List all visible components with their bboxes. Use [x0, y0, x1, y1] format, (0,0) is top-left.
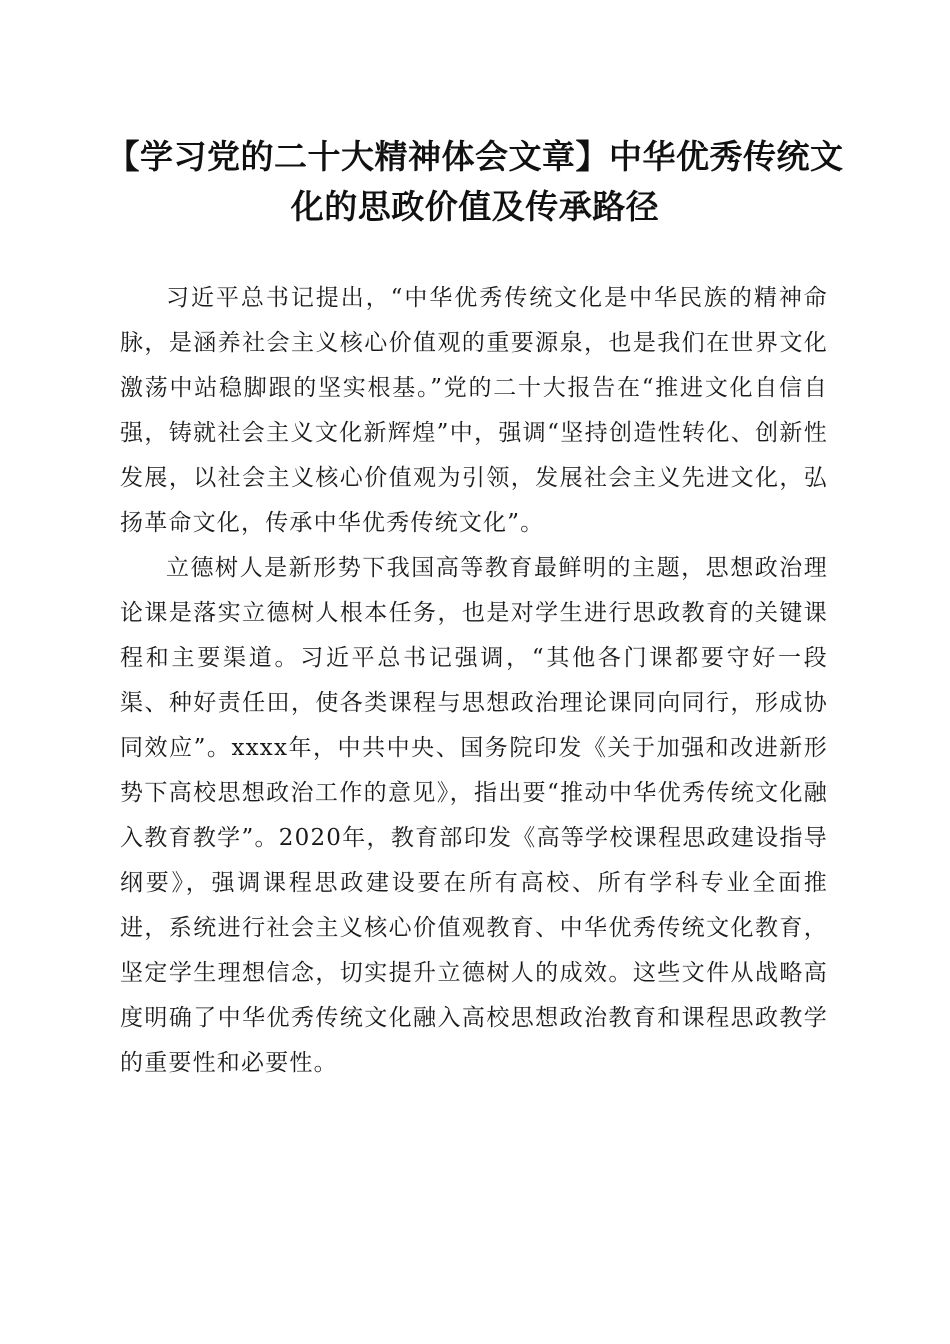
document-body — [120, 276, 828, 1086]
paragraph-2: 立德树人是新形势下我国高等教育最鲜明的主题，思想政治理论课是落实立德树人根本任务，也是对学生进行思政教育的关键课程和主要渠道。习近平总书记强调，“其他各门课都要守好一段渠、种好责任田，使各类课程与思想政治理论课同向同行，形成协同效应”。xxxx年，中共中央、国务院印发《关于加强和改进新形势下高校思想政治工作的意见》，指出要“推动中华优秀传统文化融入教育教学”。2020年，教育部印发《高等学校课程思政建设指导纲要》，强调课程思政建设要在所有高校、所有学科专业全面推进，系统进行社会主义核心价值观教育、中华优秀传统文化教育，坚定学生理想信念，切实提升立德树人的成效。这些文件从战略高度明确了中华优秀传统文化融入高校思想政治教育和课程思政教学的重要性和必要性。 — [120, 555, 828, 1076]
document-title: 【学习党的二十大精神体会文章】中华优秀传统文化的思政价值及传承路径 — [106, 137, 844, 226]
paragraph-1: 习近平总书记提出，“中华优秀传统文化是中华民族的精神命脉，是涵养社会主义核心价值观的重要源泉，也是我们在世界文化激荡中站稳脚跟的坚实根基。”党的二十大报告在“推进文化自信自强，铸就社会主义文化新辉煌”中，强调“坚持创造性转化、创新性发展，以社会主义核心价值观为引领，发展社会主义先进文化，弘扬革命文化，传承中华优秀传统文化”。 — [120, 285, 828, 536]
